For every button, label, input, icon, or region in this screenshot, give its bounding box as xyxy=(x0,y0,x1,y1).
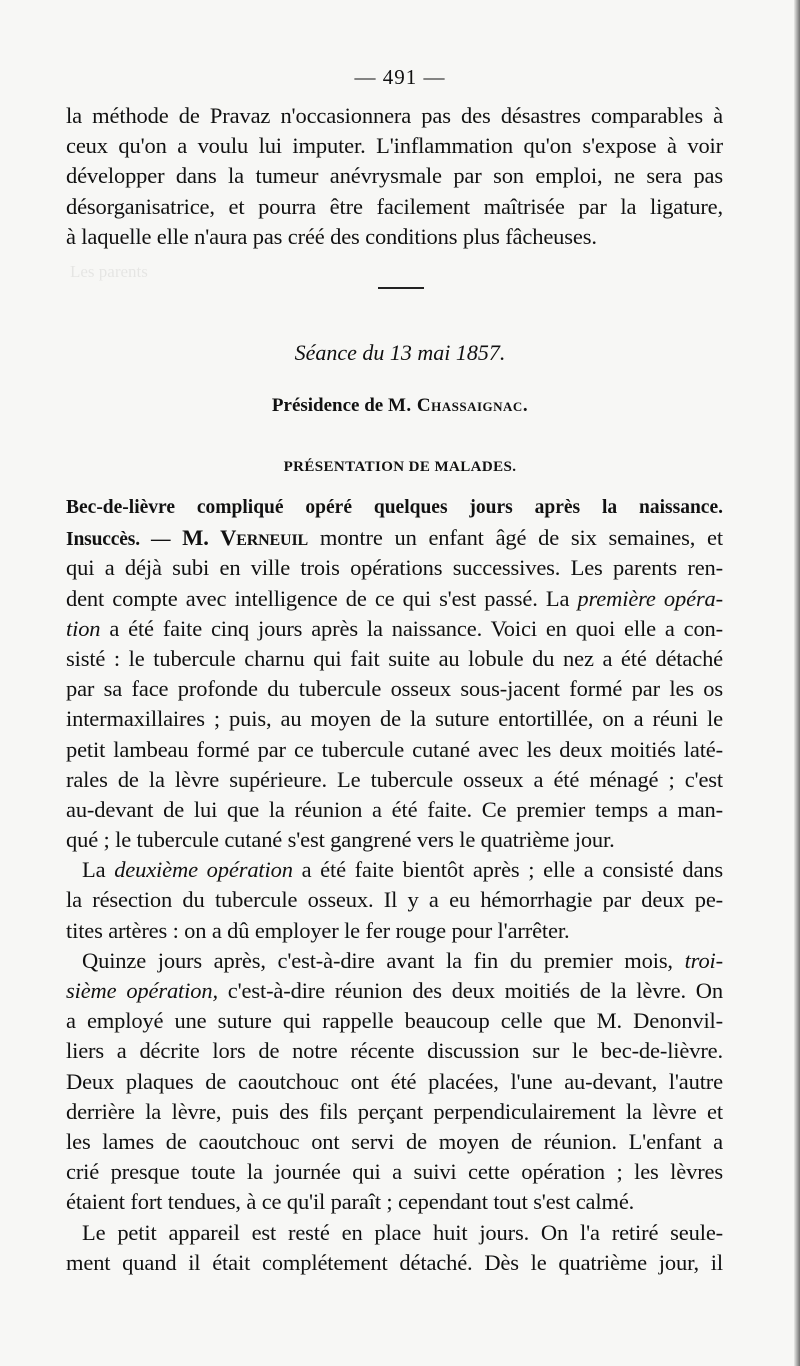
text-line: au-devant de lui que la réunion a été faite. Ce premier temps a man- xyxy=(66,796,723,822)
text-line: ment quand il était complétement détaché. Dès le quatrième jour, il xyxy=(66,1249,723,1275)
text-line: Deux plaques de caoutchouc ont été placées, l'une au-devant, l'autre xyxy=(66,1068,723,1094)
text-line: crié presque toute la journée qui a suivi cette opération ; les lèvres xyxy=(66,1159,723,1185)
presidency-prefix: Présidence de xyxy=(271,395,384,416)
text-line: la méthode de Pravaz n'occasionnera pas des désastres comparables à xyxy=(66,103,723,128)
text-line: a employé une suture qui rappelle beaucoup celle que M. Denonvil- xyxy=(66,1008,723,1034)
italic-term: troi- xyxy=(684,947,723,973)
line-text: montre un enfant âgé de six semaines, et xyxy=(319,525,723,551)
text-line: la résection du tubercule osseux. Il y a eu hémorrhagie par deux pe- xyxy=(66,887,723,913)
line-text: a été faite cinq jours après la naissance. Voici en quoi elle a con- xyxy=(109,615,723,641)
speaker-name: M. Verneuil xyxy=(182,525,309,551)
case-report xyxy=(66,493,723,1278)
presidency-line xyxy=(0,395,800,417)
text-line: Le petit appareil est resté en place huit jours. On l'a retiré seule- xyxy=(82,1219,723,1245)
line-text: Quinze jours après, c'est-à-dire avant la fin du premier mois, xyxy=(82,947,673,973)
text-line: qué ; le tubercule cutané s'est gangrené vers le quatrième jour. xyxy=(66,827,615,853)
insucces-label: Insuccès. — xyxy=(66,529,171,551)
scan-edge-shadow xyxy=(794,0,800,1366)
text-line: intermaxillaires ; puis, au moyen de la suture entortillée, on a réuni le xyxy=(66,706,723,732)
president-name: M. Chassaignac. xyxy=(387,395,529,416)
session-title: Séance du 13 mai 1857. xyxy=(294,340,506,365)
text-line: rales de la lèvre supérieure. Le tubercule osseux a été ménagé ; c'est xyxy=(66,766,723,792)
text-line: les lames de caoutchouc ont servi de moyen de réunion. L'enfant a xyxy=(66,1128,723,1154)
case-title: Bec-de-lièvre compliqué opéré quelques jours après la naissance. xyxy=(66,497,723,518)
text-line: par sa face profonde du tubercule osseux sous-jacent formé par les os xyxy=(66,676,723,702)
text-line xyxy=(66,584,723,614)
text-line: développer dans la tumeur anévrysmale par son emploi, ne sera pas xyxy=(66,163,723,189)
show-through-text: Les parents xyxy=(70,262,148,281)
line-text: c'est-à-dire réunion des deux moitiés de la lèvre. On xyxy=(227,978,723,1003)
text-line xyxy=(66,946,723,976)
line-text: dent compte avec intelligence de ce qui s'est passé. La xyxy=(66,585,570,611)
section-heading: PRÉSENTATION DE MALADES. xyxy=(283,459,517,475)
text-line xyxy=(66,976,723,1006)
text-line: étaient fort tendues, à ce qu'il paraît ; cependant tout s'est calmé. xyxy=(66,1189,635,1215)
italic-term: deuxième opération xyxy=(114,857,293,883)
text-line: sisté : le tubercule charnu qui fait suite au lobule du nez a été détaché xyxy=(66,645,723,671)
intro-paragraph xyxy=(66,101,723,252)
text-line xyxy=(66,855,723,885)
text-line: derrière la lèvre, puis des fils perçant perpendiculairement la lèvre et xyxy=(66,1098,723,1124)
text-line: tites artères : on a dû employer le fer rouge pour l'arrêter. xyxy=(66,917,570,943)
section-divider xyxy=(378,287,424,289)
text-line: ceux qu'on a voulu lui imputer. L'inflammation qu'on s'expose à voir xyxy=(66,133,723,159)
text-line: qui a déjà subi en ville trois opérations successives. Les parents ren- xyxy=(66,555,723,581)
italic-term: tion xyxy=(66,615,101,641)
text-line xyxy=(66,523,723,553)
italic-term: première opéra- xyxy=(577,585,723,611)
italic-term: sième opération, xyxy=(66,978,218,1003)
line-text: La xyxy=(82,857,106,883)
text-line xyxy=(66,614,723,644)
text-line: liers a décrite lors de notre récente discussion sur le bec-de-lièvre. xyxy=(66,1038,723,1064)
text-line: petit lambeau formé par ce tubercule cutané avec les deux moitiés laté- xyxy=(66,736,723,762)
text-line: désorganisatrice, et pourra être facilement maîtrisée par la ligature, xyxy=(66,193,723,219)
line-text: a été faite bientôt après ; elle a consisté dans xyxy=(301,857,723,883)
page-number: — 491 — xyxy=(354,65,446,89)
text-line: à laquelle elle n'aura pas créé des conditions plus fâcheuses. xyxy=(66,223,597,249)
